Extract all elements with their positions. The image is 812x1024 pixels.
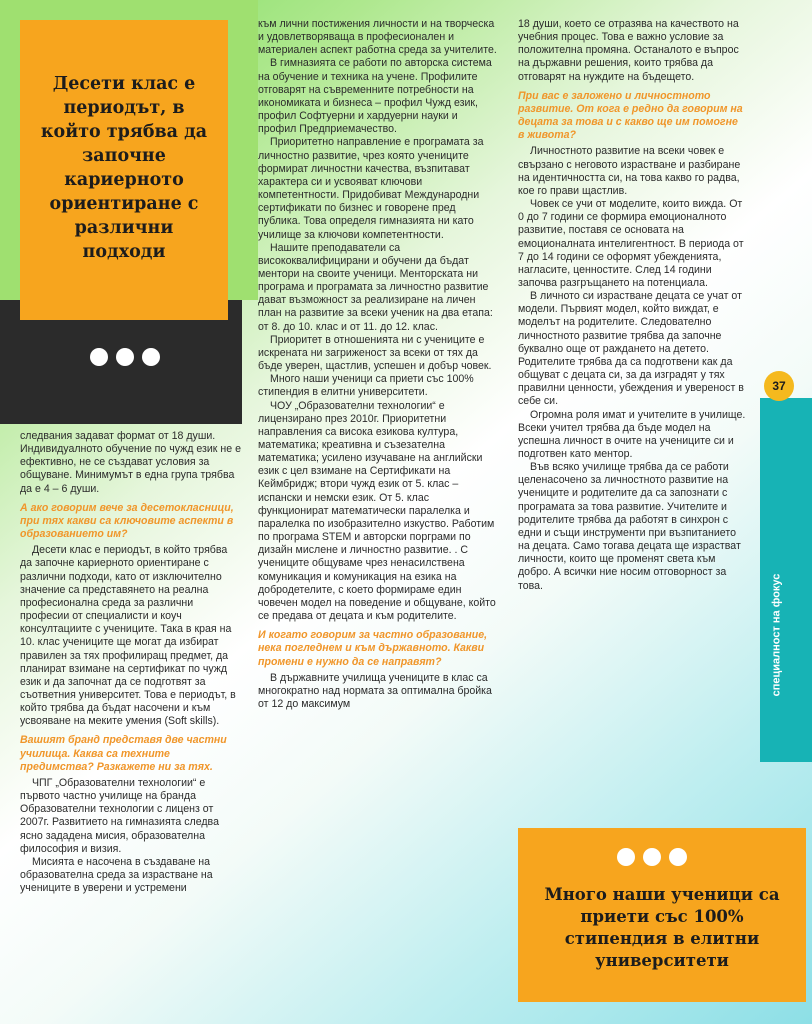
paragraph: В личното си израстване децата се учат от модели. Първият модел, който виждат, е моделът на родителите. Следователно личностното развитие трябва да започне буквално още от раждането на детето. Родителите трябва да са подготвени как да общуват с децата си, за да изградят у тях правилни ценности, убеждения и увереност в себе си. <box>518 290 744 408</box>
question-heading: И когато говорим за частно образование, нека погледнем и към държавното. Какви промени е нужно да се направят? <box>258 629 488 668</box>
paragraph: Много наши ученици са приети със 100% стипендия в елитни университети. <box>258 373 474 399</box>
pull-quote-top: Десети клас е периодът, в който трябва да започне кариерното ориентиране с различни подходи <box>20 20 228 320</box>
column-1 <box>20 430 242 895</box>
paragraph: 18 души, което се отразява на качеството на учебния процес. Това е важно условие за положителна промяна. Останалото е въпрос на държавни решения, които трябва да отговарят на нуждите на бъдещето. <box>518 18 739 83</box>
side-label-text: специалност на фокус <box>770 573 782 697</box>
dot <box>617 848 635 866</box>
dot <box>669 848 687 866</box>
column-3 <box>518 18 746 593</box>
column-2 <box>258 18 498 711</box>
dots-ornament-bottom <box>617 848 687 866</box>
question-heading: А ако говорим вече за десетокласници, при тях какви са ключовите аспекти в образованието им? <box>20 501 234 541</box>
paragraph: Човек се учи от моделите, които вижда. От 0 до 7 години се формира емоционалното развитие, поставя се основата на емоционалната интелигентност. В периода от 7 до 14 години се оформят убежденията, нагласите, ценностите. След 14 години започва разгръщането на потенциала. <box>518 198 744 289</box>
paragraph: Нашите преподаватели са висококвалифицирани и обучени да бъдат ментори на своите ученици. Менторската ни програма и програмата за личностно развитие дават възможност за реализиране на личен план на развитие за всеки ученик на два етапа: от 8. до 10. клас и от 11. до 12. клас. <box>258 241 493 333</box>
dots-ornament-top <box>90 348 160 366</box>
question-heading: При вас е заложено и личностното развитие. От кога е редно да говорим на децата за това и с какво ще им помогне в живота? <box>518 89 743 142</box>
pull-quote-bottom: Много наши ученици са приети със 100% стипендия в елитни университети <box>518 828 806 1002</box>
paragraph: ЧОУ „Образователни технологии“ е лицензирано през 2010г. Приоритетни направления са висока езикова култура, математика; креативна и съзезателна математика; усилено изучаване на английски език с цел взимане на Сертификати на Кеймбридж; втори чужд език от 5. клас – испански и немски език. От 5. клас функционират математически паралелка и паралелка по изобразително изкуство. Работим по програма STEM и авторски порграми по дизайн мислене и личностно развитие. . С учениците общуваме чрез ненасилствена комуникация и комуникация на езика на добродетелите, с което формираме един човечен модел на поведение и общуване, който се предава от децата и към родителите. <box>258 399 496 623</box>
paragraph: В държавните училища учениците в клас са многократно над нормата за оптимална бройка от 12 до максимум <box>258 671 492 710</box>
page-number: 37 <box>764 371 794 401</box>
dot <box>116 348 134 366</box>
paragraph: Огромна роля имат и учителите в училище. Всеки учител трябва да бъде модел на успешна личност в очите на учениците си и подготвен като ментор. <box>518 408 746 460</box>
paragraph: В гимназията се работи по авторска система на обучение и техника на учене. Профилите отговарят на съвременните потребности на икономиката и бизнеса – профил Чужд език, профил Софтуерни и хардуерни науки и профил Предприемачество. <box>258 57 492 136</box>
paragraph: към лични постижения личности и на творческа и удовлетворяваща в професионален и материален аспект работна среда за учителите. <box>258 18 497 57</box>
paragraph: Приоритет в отношенията ни с учениците е искрената ни загриженост за всеки от тях да бъде уверен, щастлив, успешен и добър човек. <box>258 333 492 373</box>
question-heading: Вашият бранд представя две частни училища. Каква са техните предимства? Разкажете ни за тях. <box>20 734 227 773</box>
side-label <box>768 520 784 750</box>
paragraph: Десети клас е периодът, в който трябва да започне кариерното ориентиране с различни подходи, като от изключително значение са представянето на реална професионална среда за различни професии от специалисти и коуч консултациите с учениците. Така в края на 10. клас учениците ще могат да избират правилен за тях профилиращ предмет, да планират взимане на сертификат по чужд език и да започнат да се подготвят за съответния университет. Това е периодът, в който трябва да бъдат насочени и към усвояване на меките умения (Soft skills). <box>20 544 236 728</box>
paragraph: следвания задават формат от 18 души. Индивидуалното обучение по чужд език не е ефективно, не се създават условия за общуване. Минимумът в една група трябва да е 4 – 6 души. <box>20 430 241 495</box>
paragraph: Мисията е насочена в създаване на образователна среда за израстване на учениците в уверени и устремени <box>20 855 213 895</box>
paragraph: Приоритетно направление е програмата за личностно развитие, чрез която учениците формират личностни качества, възпитават характера си и усвояват ключови компетентности. Придобиват Международни сертификати по бизнес и говорене пред публика. Това определя гимназията ни като училище за ключови компетентности. <box>258 136 484 241</box>
paragraph: Във всяко училище трябва да се работи целенасочено за личностното развитие на учениците и родителите да са запознати с програмата за това развитие. Учителите и родителите трябва да работят в синхрон с едни и същи инструменти при възпитанието на децата. Само тогава децата ще израстват личности, които ще променят света към добро. А всички ние носим отговорност за това. <box>518 461 741 592</box>
dot <box>142 348 160 366</box>
paragraph: Личностното развитие на всеки човек е свързано с неговото израстване и разбиране на идентичността си, на това какво го радва, кое го прави щастлив. <box>518 145 741 197</box>
dot <box>643 848 661 866</box>
paragraph: ЧПГ „Образователни технологии“ е първото частно училище на бранда Образователни технологии с лиценз от 2007г. Развитието на гимназията следва ясно зададена мисия, образователна философия и визия. <box>20 776 219 855</box>
dot <box>90 348 108 366</box>
